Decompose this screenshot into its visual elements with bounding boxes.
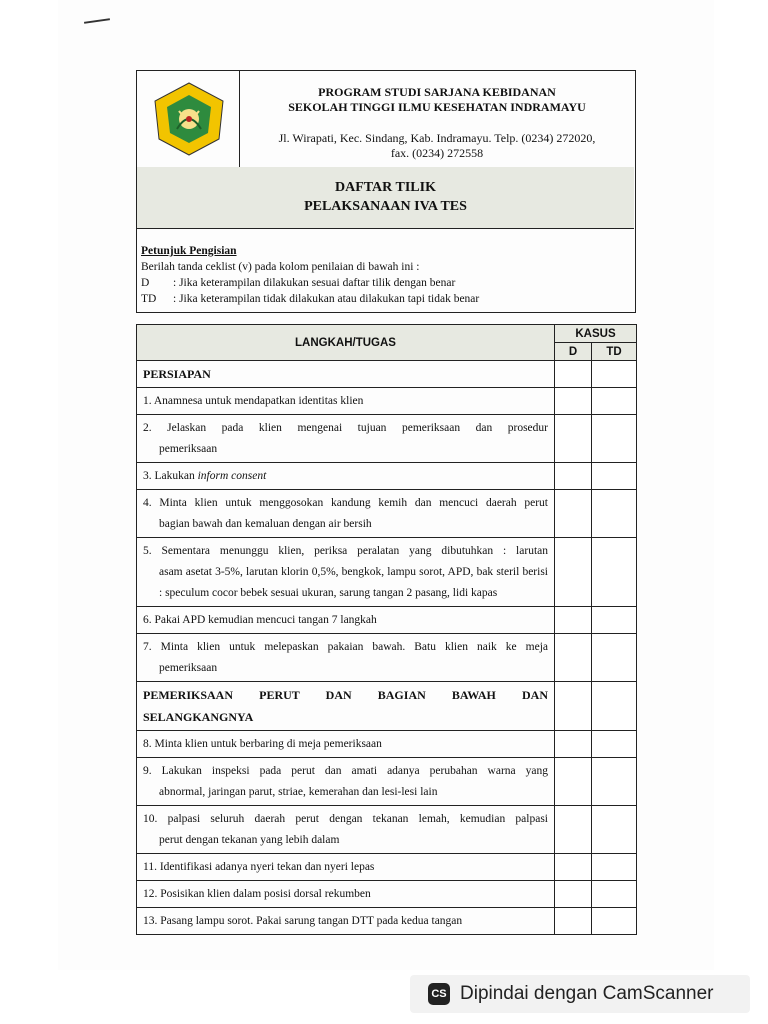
check-cell-d[interactable] (555, 607, 592, 634)
task-text (143, 734, 548, 755)
check-cell[interactable] (555, 361, 592, 388)
letterhead-top (137, 71, 634, 168)
table-row (137, 490, 637, 538)
step-text: Lakukan (154, 470, 195, 482)
check-cell-td[interactable] (592, 490, 637, 538)
table-row (137, 806, 637, 854)
task-text (143, 857, 548, 878)
check-cell-d[interactable] (555, 731, 592, 758)
step-text-continued: pemeriksaan (159, 662, 218, 674)
document-subtitle: PELAKSANAAN IVA TES (304, 199, 467, 214)
task-text (143, 493, 548, 514)
step-number: 10. (143, 813, 158, 825)
check-cell-td[interactable] (592, 854, 637, 881)
task-cell (137, 415, 555, 463)
step-text: Minta klien untuk melepaskan pakaian bawah. Batu klien naik ke meja (160, 641, 549, 653)
task-text (143, 418, 548, 439)
step-text: Jelaskan pada klien mengenai tujuan pemeriksaan dan prosedur (167, 422, 548, 434)
col-header-td: TD (592, 343, 637, 361)
task-cell (137, 388, 555, 415)
table-row (137, 634, 637, 682)
step-number: 6. (143, 614, 152, 626)
step-number: 2. (143, 422, 152, 434)
check-cell-td[interactable] (592, 463, 637, 490)
check-cell-td[interactable] (592, 758, 637, 806)
title-band (137, 167, 634, 229)
camscanner-watermark (410, 975, 750, 1013)
legend-d-text: : Jika keterampilan dilakukan sesuai daftar tilik dengan benar (173, 277, 456, 289)
letterhead (136, 70, 636, 313)
step-text: palpasi seluruh daerah perut dengan tekanan lemah, kemudian palpasi (167, 813, 549, 825)
table-row (137, 854, 637, 881)
table-row (137, 388, 637, 415)
step-number: 3. (143, 470, 152, 482)
section-pemeriksaan-line-2: SELANGKANGNYA (143, 710, 254, 724)
task-text (143, 466, 548, 487)
check-cell-td[interactable] (592, 538, 637, 607)
task-cell (137, 463, 555, 490)
logo-cell (137, 71, 240, 167)
check-cell-d[interactable] (555, 881, 592, 908)
address-line-2: fax. (0234) 272558 (390, 146, 484, 160)
task-text (143, 761, 548, 782)
check-cell-td[interactable] (592, 881, 637, 908)
institution-name (241, 85, 633, 115)
check-cell-d[interactable] (555, 908, 592, 935)
task-cell (137, 908, 555, 935)
school-name: SEKOLAH TINGGI ILMU KESEHATAN INDRAMAYU (288, 100, 586, 114)
task-cell (137, 538, 555, 607)
step-number: 8. (143, 738, 152, 750)
persiapan-rows (137, 388, 637, 682)
table-row (137, 731, 637, 758)
camscanner-icon: CS (428, 983, 450, 1005)
legend-td-code: TD (141, 293, 157, 305)
step-text: Lakukan inspeksi pada perut dan amati adanya perubahan warna yang (161, 765, 548, 777)
task-cell (137, 607, 555, 634)
step-text-continued: abnormal, jaringan parut, striae, kemerahan dan lesi-lesi lain (159, 786, 438, 798)
step-text-continued: pemeriksaan (159, 443, 218, 455)
task-text (143, 911, 548, 932)
table-row (137, 881, 637, 908)
step-text: Minta klien untuk berbaring di meja pemeriksaan (154, 738, 382, 750)
table-row (137, 908, 637, 935)
check-cell-d[interactable] (555, 415, 592, 463)
address (241, 131, 633, 161)
instructions-heading: Petunjuk Pengisian (141, 245, 237, 257)
check-cell-td[interactable] (592, 388, 637, 415)
check-cell-td[interactable] (592, 908, 637, 935)
step-number: 11. (143, 861, 157, 873)
table-row (137, 463, 637, 490)
check-cell-d[interactable] (555, 634, 592, 682)
step-number: 9. (143, 765, 152, 777)
task-cell (137, 854, 555, 881)
checklist-table (136, 324, 637, 935)
task-text (143, 637, 548, 658)
check-cell-d[interactable] (555, 806, 592, 854)
step-number: 12. (143, 888, 158, 900)
step-text-continued: perut dengan tekanan yang lebih dalam (159, 834, 340, 846)
task-cell (137, 806, 555, 854)
check-cell-td[interactable] (592, 415, 637, 463)
task-text (143, 541, 548, 562)
legend-d (141, 275, 631, 291)
step-text: Identifikasi adanya nyeri tekan dan nyeri lepas (159, 861, 375, 873)
check-cell[interactable] (555, 682, 592, 731)
checklist-table-wrap (136, 324, 636, 935)
check-cell[interactable] (592, 682, 637, 731)
col-header-case: KASUS (555, 325, 637, 343)
camscanner-text: Dipindai dengan CamScanner (460, 983, 714, 1004)
task-text (143, 391, 548, 412)
document-title: DAFTAR TILIK (334, 180, 436, 195)
check-cell-td[interactable] (592, 607, 637, 634)
check-cell-td[interactable] (592, 634, 637, 682)
section-persiapan: PERSIAPAN (137, 361, 555, 388)
check-cell-d[interactable] (555, 463, 592, 490)
check-cell-td[interactable] (592, 731, 637, 758)
task-cell (137, 758, 555, 806)
check-cell-d[interactable] (555, 758, 592, 806)
task-text (143, 610, 548, 631)
step-text-continued: bagian bawah dan kemaluan dengan air bersih (159, 518, 372, 530)
step-number: 4. (143, 497, 152, 509)
task-cell (137, 490, 555, 538)
section-pemeriksaan-line-1: PEMERIKSAAN PERUT DAN BAGIAN BAWAH DAN (143, 688, 548, 702)
check-cell-d[interactable] (555, 490, 592, 538)
step-text: Posisikan klien dalam posisi dorsal rekumben (160, 888, 371, 900)
step-text: Minta klien untuk menggosokan kandung kemih dan mencuci daerah perut (159, 497, 548, 509)
address-line-1: Jl. Wirapati, Kec. Sindang, Kab. Indramayu. Telp. (0234) 272020, (278, 131, 596, 145)
step-number: 13. (143, 915, 158, 927)
check-cell-d[interactable] (555, 388, 592, 415)
step-number: 5. (143, 545, 152, 557)
legend-td (141, 291, 631, 307)
instructions (141, 243, 631, 307)
instructions-intro: Berilah tanda ceklist (v) pada kolom penilaian di bawah ini : (141, 261, 420, 273)
task-text (143, 884, 548, 905)
check-cell-d[interactable] (555, 854, 592, 881)
step-number: 1. (143, 395, 152, 407)
task-cell (137, 634, 555, 682)
col-header-task: LANGKAH/TUGAS (137, 325, 555, 361)
table-row (137, 758, 637, 806)
task-text (143, 809, 548, 830)
legend-d-code: D (141, 277, 150, 289)
step-text: Pakai APD kemudian mencuci tangan 7 langkah (154, 614, 377, 626)
institution-logo (149, 81, 229, 157)
step-text-italic: inform consent (197, 470, 267, 482)
task-cell (137, 881, 555, 908)
step-number: 7. (143, 641, 152, 653)
step-text: Anamnesa untuk mendapatkan identitas klien (153, 395, 364, 407)
step-text: Sementara menunggu klien, periksa peralatan yang dibutuhkan : larutan (161, 545, 548, 557)
section-pemeriksaan (137, 682, 555, 731)
table-row (137, 607, 637, 634)
check-cell[interactable] (592, 361, 637, 388)
table-row (137, 538, 637, 607)
step-text-continued: asam asetat 3-5%, larutan klorin 0,5%, bengkok, lampu sorot, APD, bak steril berisi : speculum cocor bebek sesuai ukuran, sarung tangan 2 pasang, lidi kapas (159, 566, 548, 599)
step-text: Pasang lampu sorot. Pakai sarung tangan DTT pada kedua tangan (160, 915, 463, 927)
check-cell-d[interactable] (555, 538, 592, 607)
pemeriksaan-rows (137, 731, 637, 935)
check-cell-td[interactable] (592, 806, 637, 854)
legend-td-text: : Jika keterampilan tidak dilakukan atau dilakukan tapi tidak benar (173, 293, 480, 305)
program-name: PROGRAM STUDI SARJANA KEBIDANAN (318, 85, 556, 99)
table-row (137, 415, 637, 463)
col-header-d: D (555, 343, 592, 361)
task-cell (137, 731, 555, 758)
